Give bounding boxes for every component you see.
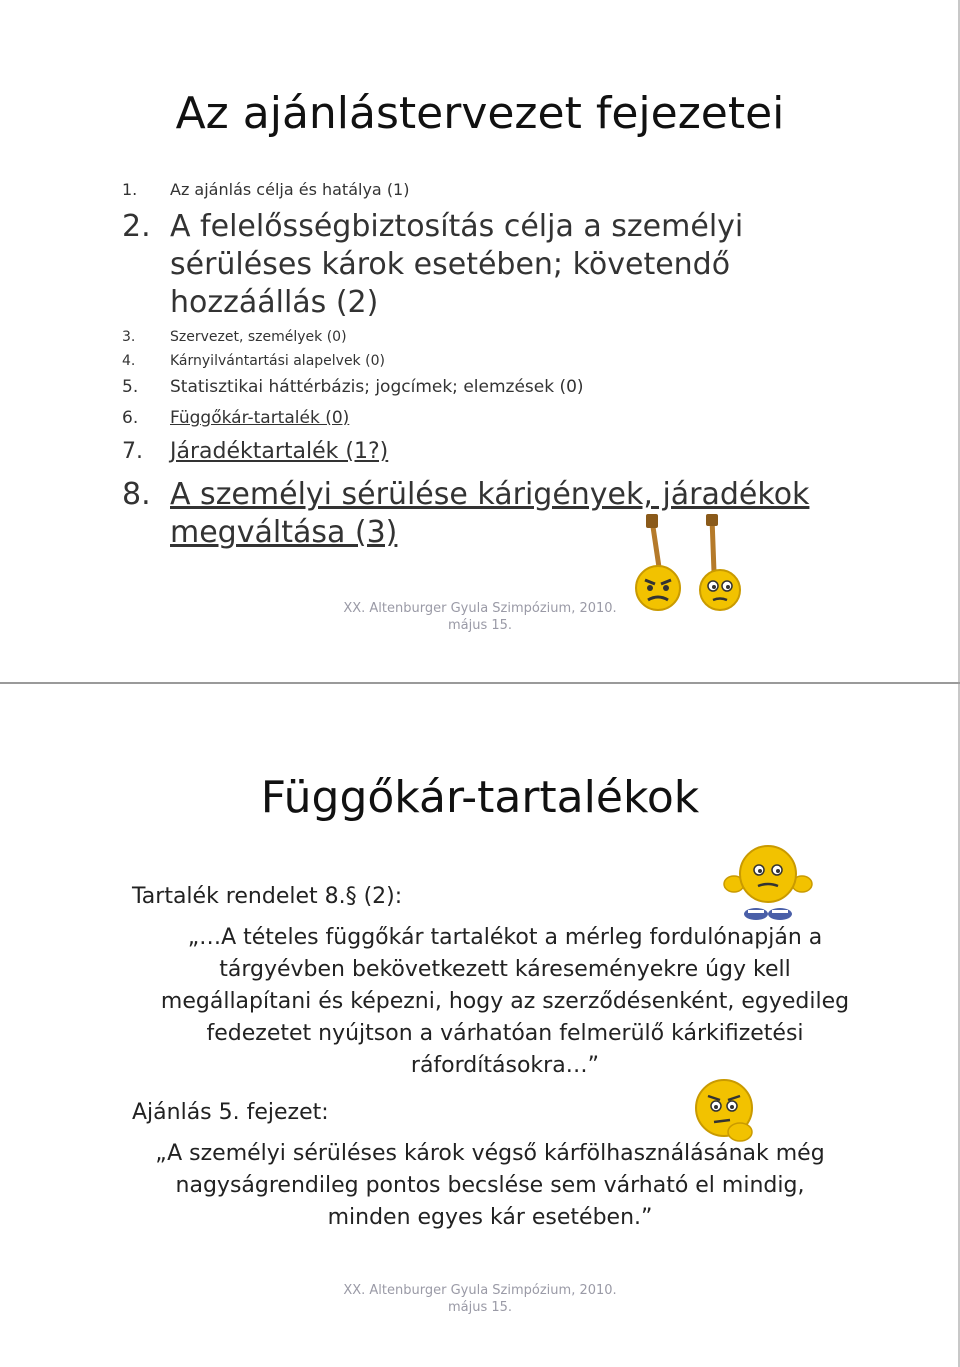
quote-regulation: „…A tételes függőkár tartalékot a mérleg fordulónapján a tárgyévben bekövetkezett káreseményekre úgy kell megállapítani és képezni, hogy az szerződésenként, egyedileg fedezetet nyújtson a várhatóan felmerülő kárkifizetési ráfordításokra…” [160, 925, 850, 1078]
agenda-item-5: 5. Statisztikai háttérbázis; jogcímek; elemzések (0) [122, 377, 584, 397]
thinking-smiley-icon [694, 1076, 760, 1146]
shrugging-smiley-icon [720, 840, 816, 924]
slide-footer: XX. Altenburger Gyula Szimpózium, 2010. május 15. [343, 1283, 617, 1315]
slide-footer: XX. Altenburger Gyula Szimpózium, 2010. május 15. [343, 601, 617, 633]
worried-smiley-icon [694, 512, 746, 612]
quote-recommendation: „A személyi sérüléses károk végső kárfölhasználásának még nagyságrendileg pontos becslése sem várható el mindig, minden egyes kár esetében.” [155, 1141, 825, 1230]
agenda-list [122, 180, 842, 558]
slide-title: Függőkár-tartalékok [260, 772, 700, 823]
slide-reserves [0, 684, 960, 1367]
agenda-item-7: 7. Járadéktartalék (1?) [122, 439, 389, 464]
agenda-item-2: 2. A felelősségbiztosítás célja a személyi sérüléses károk esetében; követendő hozzáállás (2) [122, 209, 744, 320]
agenda-item-1: 1. Az ajánlás célja és hatálya (1) [122, 180, 410, 199]
angry-smiley-icon [630, 512, 686, 612]
agenda-item-8: 8. A személyi sérülése kárigények, járadékok megváltása (3) [122, 477, 810, 550]
slide-agenda [0, 0, 960, 683]
subheading-recommendation: Ajánlás 5. fejezet: [132, 1100, 329, 1125]
subheading-regulation: Tartalék rendelet 8.§ (2): [132, 884, 403, 909]
agenda-item-3: 3. Szervezet, személyek (0) [122, 329, 347, 345]
slide-title: Az ajánlástervezet fejezetei [175, 88, 785, 139]
agenda-item-4: 4. Kárnyilvántartási alapelvek (0) [122, 353, 385, 369]
agenda-item-6: 6. Függőkár-tartalék (0) [122, 408, 350, 428]
